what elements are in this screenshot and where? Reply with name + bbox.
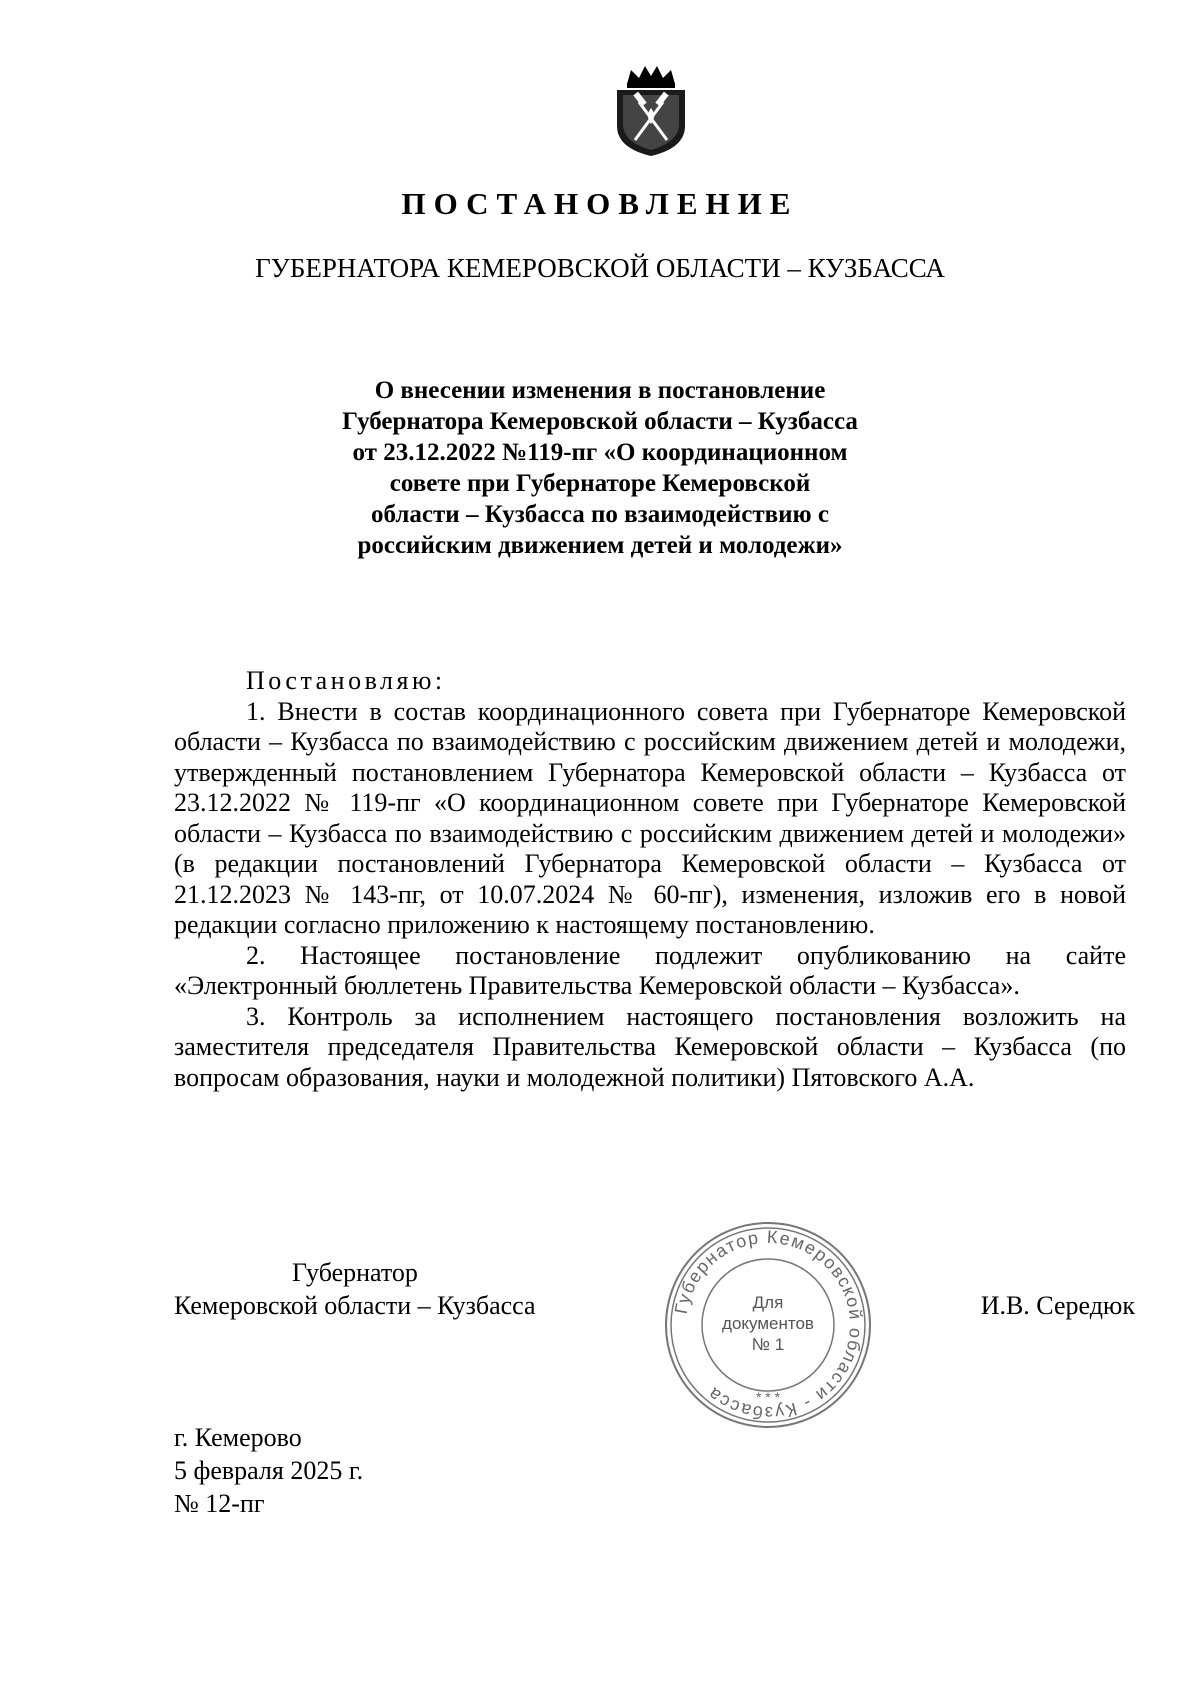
official-seal [663,1220,873,1430]
seal-stars: * * * [755,1389,781,1405]
signer-title-line-1: Губернатор [292,1258,418,1287]
seal-center-line: документов [722,1314,814,1333]
document-city: г. Кемерово [174,1423,302,1452]
subject-line: О внесении изменения в постановление [374,377,826,404]
seal-center-text [703,1292,833,1355]
subject-line: области – Кузбасса по взаимодействию с [371,501,829,528]
signer-title-line-2: Кемеровской области – Кузбасса [174,1291,536,1320]
subject-line: Губернатора Кемеровской области – Кузбасса [342,408,858,435]
document-body [174,666,1126,1093]
signer-name: И.В. Середюк [980,1291,1135,1320]
decree-lead: Постановляю: [246,666,446,695]
document-type-heading: ПОСТАНОВЛЕНИЕ [401,186,799,221]
subject-line: российским движением детей и молодежи» [357,532,843,559]
subject-line: совете при Губернаторе Кемеровской [389,470,811,497]
seal-center-line: № 1 [751,1335,785,1354]
kuzbass-coat-of-arms-icon [611,62,691,158]
document-number: № 12-пг [174,1489,265,1518]
document-footer [174,1421,363,1520]
body-paragraph: 2. Настоящее постановление подлежит опубликованию на сайте «Электронный бюллетень Правительства Кемеровской области – Кузбасса». [174,940,1126,1000]
body-paragraph: 1. Внести в состав координационного совета при Губернаторе Кемеровской области – Кузбасса по взаимодействию с российским движением детей и молодежи, утвержденный постановлением Губернатора Кемеровской области – Кузбасса от 23.12.2022 № 119-пг «О координационном совете при Губернаторе Кемеровской области – Кузбасса по взаимодействию с российским движением детей и молодежи» (в редакции постановлений Губернатора Кемеровской области – Кузбасса от 21.12.2023 № 143-пг, от 10.07.2024 № 60-пг), изменения, изложив его в новой редакции согласно приложению к настоящему постановлению. [174,696,1126,939]
seal-ring-text: Губернатор Кемеровской области - Кузбасса [670,1226,867,1424]
subject-line: от 23.12.2022 №119-пг «О координационном [352,439,848,466]
seal-center-line: Для [752,1293,784,1312]
body-paragraph: 3. Контроль за исполнением настоящего постановления возложить на заместителя председателя Правительства Кемеровской области – Кузбасса (по вопросам образования, науки и молодежной политики) Пятовского А.А. [174,1001,1126,1092]
document-date: 5 февраля 2025 г. [174,1456,364,1485]
issuer-heading: ГУБЕРНАТОРА КЕМЕРОВСКОЙ ОБЛАСТИ – КУЗБАССА [255,253,945,283]
document-subject [300,375,900,561]
